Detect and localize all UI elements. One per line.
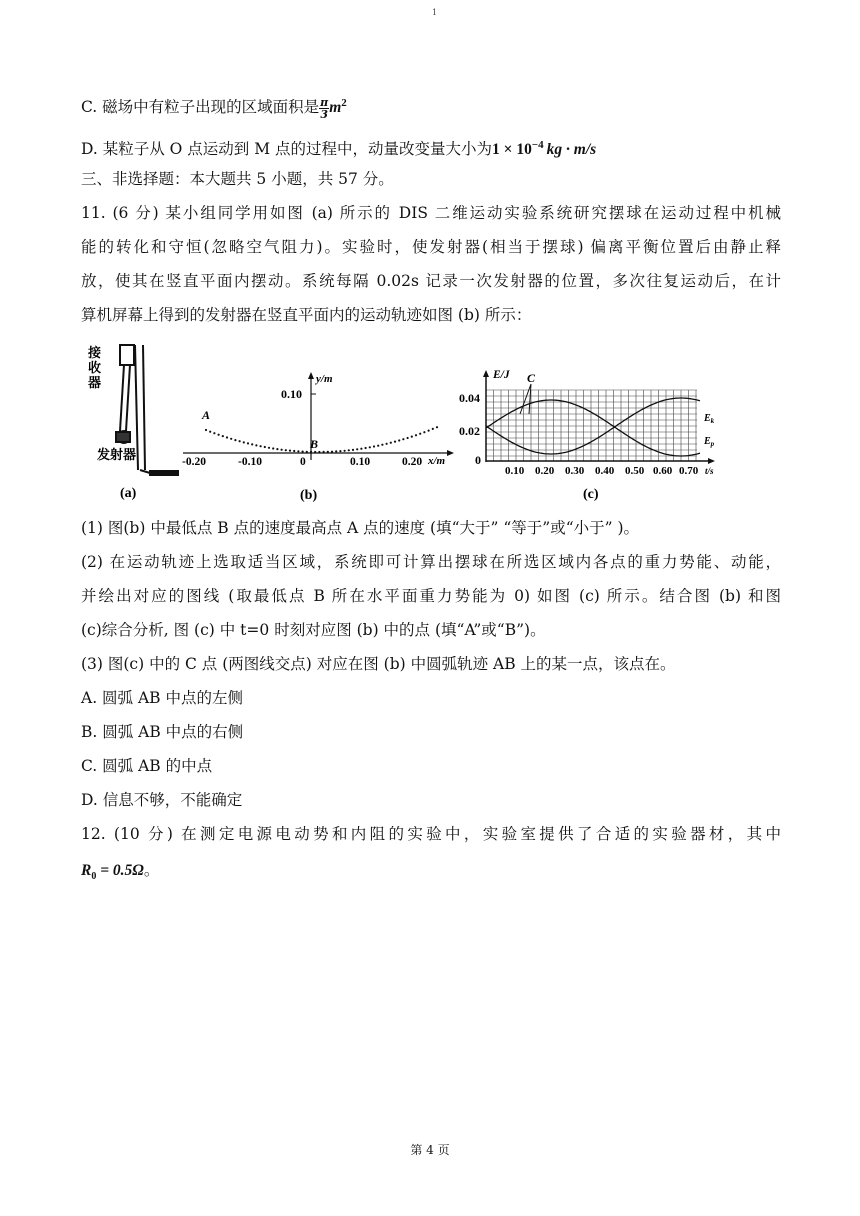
trajectory-point (335, 450, 337, 452)
trajectory-point (281, 449, 283, 451)
trajectory-point (348, 449, 350, 451)
xtick-label: -0.20 (182, 456, 206, 468)
trajectory-point (356, 448, 358, 450)
trajectory-point (209, 431, 211, 433)
trajectory-point (251, 443, 253, 445)
xtick-label: 0.30 (565, 465, 585, 477)
emitter-label: 发射器 (97, 447, 137, 462)
trajectory-point (239, 440, 241, 442)
point-c-label: C (527, 371, 536, 385)
trajectory-point (390, 442, 392, 444)
xtick-label: 0.60 (653, 465, 673, 477)
q11-line4: 算机屏幕上得到的发射器在竖直平面内的运动轨迹如图 (b) 所示： (81, 306, 532, 324)
trajectory-point (310, 451, 312, 453)
page-number: 第 4 页 (410, 1143, 450, 1157)
x-axis-label: x/m (428, 455, 446, 467)
trajectory-point (306, 451, 308, 453)
trajectory-point (407, 437, 409, 439)
q12-line1: 12. (10 分) 在测定电源电动势和内阻的实验中，实验室提供了合适的实验器材，其中 (81, 825, 781, 843)
trajectory-point (222, 435, 224, 437)
line-label-ek: $E_k$ (704, 413, 715, 425)
trajectory-point (230, 438, 232, 440)
trajectory-point (218, 434, 220, 436)
trajectory-point (234, 439, 236, 441)
trajectory-point (415, 434, 417, 436)
xtick-label: 0.10 (350, 456, 371, 468)
trajectory-point (398, 439, 400, 441)
q11-sub2-line3: (c)综合分析, 图 (c) 中 t=0 时刻对应图 (b) 中的点 (填“A”或“B”)。 (81, 621, 546, 639)
trajectory-point (377, 445, 379, 447)
trajectory-point (297, 450, 299, 452)
q12-line2: $R_0 = 0.5\Omega$。 (81, 861, 160, 883)
trajectory-point (260, 445, 262, 447)
grid (486, 390, 697, 461)
xtick-label: -0.10 (238, 456, 262, 468)
trajectory-point (247, 442, 249, 444)
trajectory-point (419, 433, 421, 435)
trajectory-point (365, 447, 367, 449)
trajectory-point (423, 431, 425, 433)
trajectory-point (314, 451, 316, 453)
trajectory-point (339, 450, 341, 452)
q11-sub2-line1: (2) 在运动轨迹上选取适当区域，系统即可计算出摆球在所选区域内各点的重力势能、动能， (81, 553, 781, 571)
q11-line2: 能的转化和守恒(忽略空气阻力)。实验时，使发射器(相当于摆球) 偏离平衡位置后由静止释 (81, 238, 781, 256)
trajectory-point (344, 450, 346, 452)
trajectory (205, 426, 438, 453)
trajectory-point (276, 448, 278, 450)
trajectory-point (432, 428, 434, 430)
point-b-label: B (310, 437, 319, 451)
q11-option-c: C. 圆弧 AB 的中点 (81, 757, 213, 775)
ytick-label: 0.10 (281, 387, 302, 401)
section-heading: 三、非选择题：本大题共 5 小题，共 57 分。 (81, 170, 394, 188)
trajectory-point (264, 446, 266, 448)
trajectory-point (289, 450, 291, 452)
x-axis-label: t/s (705, 466, 714, 476)
trajectory-point (331, 451, 333, 453)
xtick-label: 0.20 (402, 456, 423, 468)
trajectory-point (369, 446, 371, 448)
trajectory-point (436, 426, 438, 428)
ek-curve (486, 400, 700, 456)
q11-line1: 11. (6 分) 某小组同学用如图 (a) 所示的 DIS 二维运动实验系统研究摆球在运动过程中机械 (81, 204, 781, 222)
xtick-label: 0.20 (535, 465, 555, 477)
line-label-ep: $E_p$ (704, 436, 715, 448)
trajectory-point (318, 451, 320, 453)
ytick-label: 0.02 (459, 424, 480, 438)
point-a-label: A (202, 408, 211, 422)
q11-option-d: D. 信息不够，不能确定 (81, 791, 243, 809)
y-axis-label: E/J (493, 369, 510, 381)
trajectory-point (327, 451, 329, 453)
y-axis-arrow (308, 372, 314, 379)
trajectory-point (411, 436, 413, 438)
trajectory-point (243, 441, 245, 443)
option-d-prev: D. 某粒子从 O 点运动到 M 点的过程中，动量改变量大小为$1 \times 10^{-4}$ kg · m/s (81, 139, 597, 159)
trajectory-point (213, 432, 215, 434)
figure-c (457, 362, 722, 505)
trajectory-point (428, 430, 430, 432)
trajectory-point (302, 451, 304, 453)
figure-b (178, 370, 458, 505)
point-c-pointer (520, 384, 531, 414)
trajectory-point (352, 449, 354, 451)
xtick-label: 0.70 (679, 465, 699, 477)
x-axis-arrow (708, 458, 715, 464)
trajectory-point (323, 451, 325, 453)
xtick-label: 0.40 (595, 465, 615, 477)
option-c-prev: C. 磁场中有粒子出现的区域面积是 $\frac{\pi}{3}$ $m^2$ (81, 95, 347, 121)
receiver-label: 收 (88, 360, 102, 375)
y-axis-label: y/m (316, 373, 333, 385)
fraction: $\frac{\pi}{3}$ (320, 95, 329, 121)
figure-caption: (b) (300, 488, 318, 503)
trajectory-point (205, 429, 207, 431)
trajectory-point (255, 444, 257, 446)
trajectory-point (402, 438, 404, 440)
trajectory-point (360, 448, 362, 450)
trajectory-point (272, 447, 274, 449)
trajectory-point (293, 450, 295, 452)
trajectory-point (268, 447, 270, 449)
xtick-label: 0 (300, 456, 306, 468)
q11-sub3: (3) 图(c) 中的 C 点 (两图线交点) 对应在图 (b) 中圆弧轨迹 AB 上的某一点，该点在。 (81, 655, 676, 673)
xtick-label: 0.50 (625, 465, 645, 477)
figure-caption: (a) (120, 486, 137, 501)
trajectory-point (226, 436, 228, 438)
figure-caption: (c) (583, 487, 599, 502)
ytick-label: 0 (475, 453, 481, 467)
q11-sub2-line2: 并绘出对应的图线 (取最低点 B 所在水平面重力势能为 0) 如图 (c) 所示。结合图 (b) 和图 (81, 587, 781, 605)
q11-line3: 放，使其在竖直平面内摆动。系统每隔 0.02s 记录一次发射器的位置，多次往复运动后，在计 (81, 272, 781, 290)
header-mark: 1 (432, 8, 438, 17)
receiver-label: 器 (88, 375, 102, 390)
ytick-label: 0.04 (459, 391, 480, 405)
y-axis-arrow (483, 370, 489, 377)
q11-option-b: B. 圆弧 AB 中点的右侧 (81, 723, 244, 741)
trajectory-point (386, 443, 388, 445)
q11-option-a: A. 圆弧 AB 中点的左侧 (81, 689, 243, 707)
xtick-label: 0.10 (505, 465, 525, 477)
trajectory-point (381, 444, 383, 446)
q11-sub1: (1) 图(b) 中最低点 B 点的速度最高点 A 点的速度 (填“大于” “等于”或“小于” )。 (81, 519, 640, 537)
trajectory-point (285, 449, 287, 451)
trajectory-point (394, 441, 396, 443)
x-axis-arrow (447, 450, 454, 456)
trajectory-point (373, 445, 375, 447)
figure-a (80, 335, 180, 505)
receiver-label: 接 (88, 345, 102, 360)
